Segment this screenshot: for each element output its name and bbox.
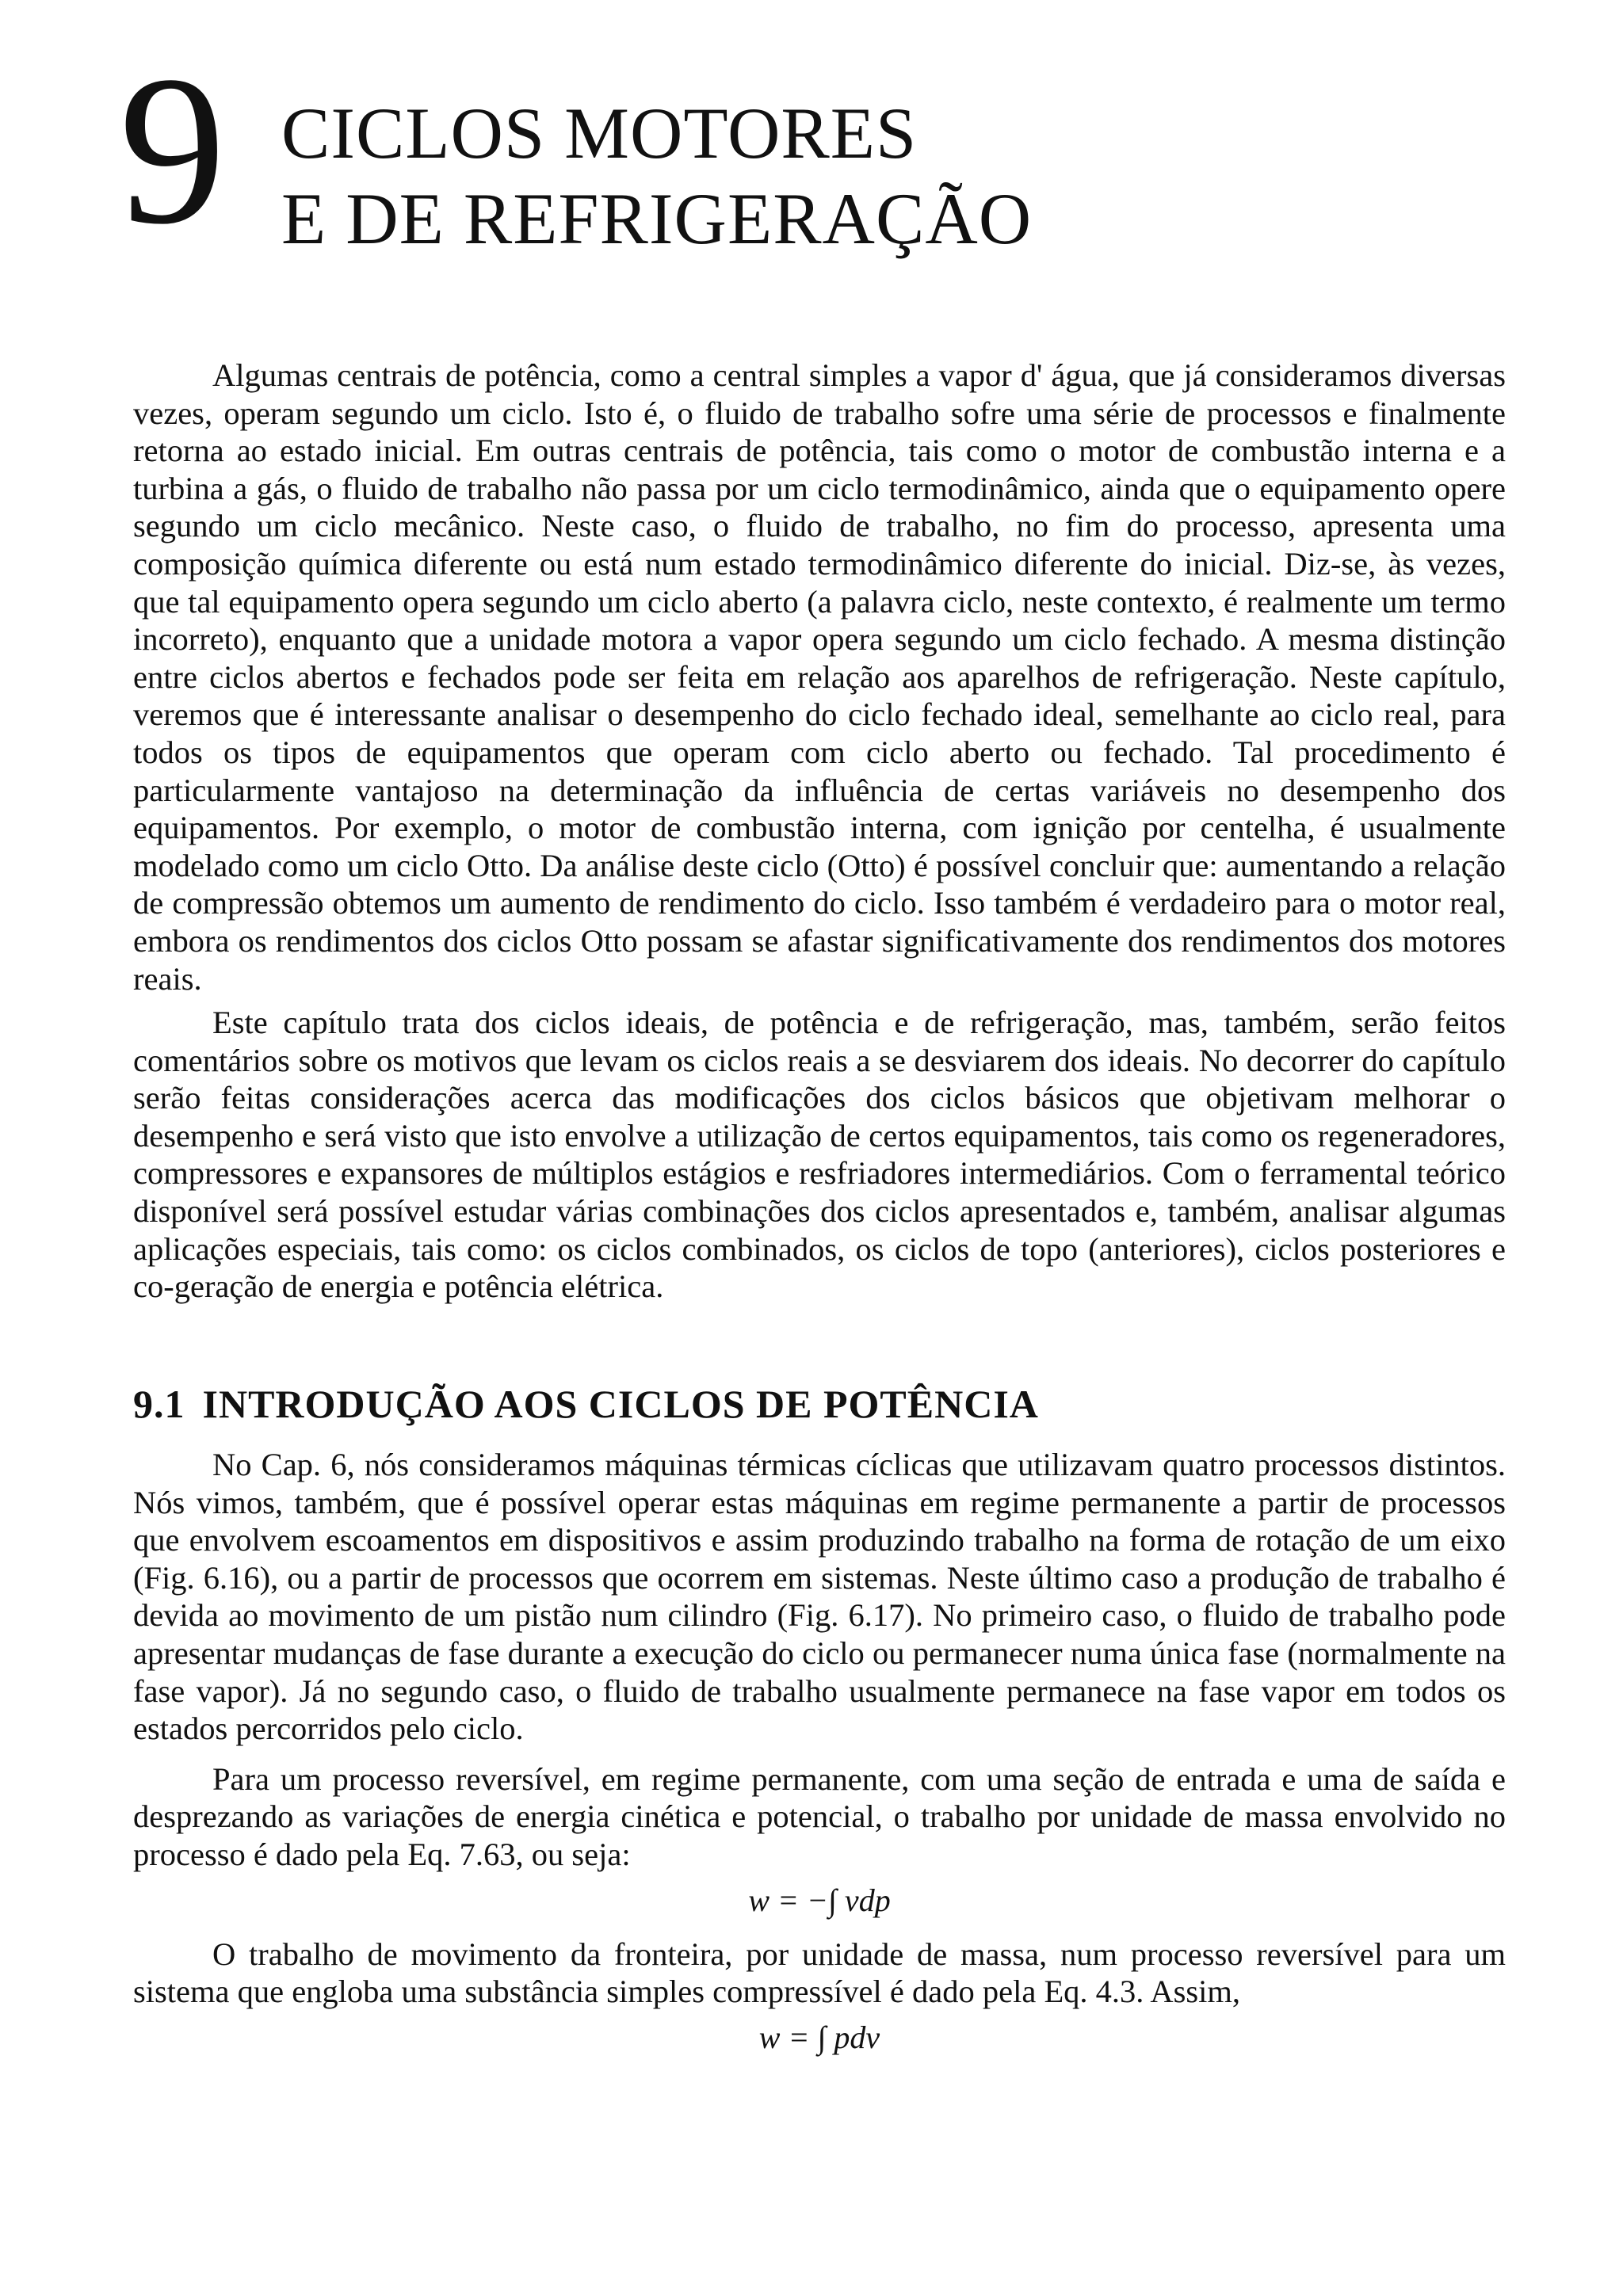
section-paragraph-2: Para um processo reversível, em regime permanente, com uma seção de entrada e uma de saída e desprezando as variações de energia cinética e potencial, o trabalho por unidade de massa envolvido no processo é dado pela Eq. 7.63, ou seja:: [133, 1760, 1506, 1872]
equation-work-pdv: w = ∫ pdv: [758, 2019, 880, 2055]
equation-work-vdp: w = −∫ vdp: [748, 1882, 891, 1918]
intro-paragraph-1: Algumas centrais de potência, como a central simples a vapor d' água, que já consideramos diversas vezes, operam segundo um ciclo. Isto é, o fluido de trabalho sofre uma série de processos e finalmente retorna ao estado inicial. Em outras centrais de potência, tais como o motor de combustão interna e a turbina a gás, o fluido de trabalho não passa por um ciclo termodinâmico, ainda que o equipamento opere segundo um ciclo mecânico. Neste caso, o fluido de trabalho, no fim do processo, apresenta uma composição química diferente ou está num estado termodinâmico diferente do inicial. Diz-se, às vezes, que tal equipamento opera segundo um ciclo aberto (a palavra ciclo, neste contexto, é realmente um termo incorreto), enquanto que a unidade motora a vapor opera segundo um ciclo fechado. A mesma distinção entre ciclos abertos e fechados pode ser feita em relação aos aparelhos de refrigeração. Neste capítulo, veremos que é interessante analisar o desempenho do ciclo fechado ideal, semelhante ao ciclo real, para todos os tipos de equipamentos que operam com ciclo aberto ou fechado. Tal procedimento é particularmente vantajoso na determinação da influência de certas variáveis no desempenho dos equipamentos. Por exemplo, o motor de combustão interna, com ignição por centelha, é usualmente modelado como um ciclo Otto. Da análise deste ciclo (Otto) é possível concluir que: aumentando a relação de compressão obtemos um aumento de rendimento do ciclo. Isso também é verdadeiro para o motor real, embora os rendimentos dos ciclos Otto possam se afastar significativamente dos rendimentos dos motores reais.: [133, 357, 1506, 997]
intro-paragraph-2: Este capítulo trata dos ciclos ideais, de potência e de refrigeração, mas, também, serão feitos comentários sobre os motivos que levam os ciclos reais a se desviarem dos ideais. No decorrer do capítulo serão feitas considerações acerca das modificações dos ciclos básicos que objetivam melhorar o desempenho e será visto que isto envolve a utilização de certos equipamentos, tais como os regeneradores, compressores e expansores de múltiplos estágios e resfriadores intermediários. Com o ferramental teórico disponível será possível estudar várias combinações dos ciclos apresentados e, também, analisar algumas aplicações especiais, tais como: os ciclos combinados, os ciclos de topo (anteriores), ciclos posteriores e co-geração de energia e potência elétrica.: [133, 1005, 1506, 1305]
section-number: 9.1: [133, 1382, 185, 1426]
section-title: INTRODUÇÃO AOS CICLOS DE POTÊNCIA: [202, 1382, 1039, 1426]
section-heading: [133, 1381, 1039, 1427]
chapter-title-line-1: CICLOS MOTORES: [281, 93, 918, 174]
chapter-title-line-2: E DE REFRIGERAÇÃO: [281, 177, 1033, 259]
chapter-introduction: [133, 357, 1506, 1306]
chapter-number: 9: [119, 32, 226, 269]
section-paragraph-3: O trabalho de movimento da fronteira, por unidade de massa, num processo reversível para um sistema que engloba uma substância simples compressível é dado pela Eq. 4.3. Assim,: [133, 1936, 1506, 2010]
section-paragraph-1: No Cap. 6, nós consideramos máquinas térmicas cíclicas que utilizavam quatro processos distintos. Nós vimos, também, que é possível operar estas máquinas em regime permanente a partir de processos que envolvem escoamentos em dispositivos e assim produzindo trabalho na forma de rotação de um eixo (Fig. 6.16), ou a partir de processos que ocorrem em sistemas. Neste último caso a produção de trabalho é devida ao movimento de um pistão num cilindro (Fig. 6.17). No primeiro caso, o fluido de trabalho pode apresentar mudanças de fase durante a execução do ciclo ou permanecer numa única fase (normalmente na fase vapor). Já no segundo caso, o fluido de trabalho usualmente permanece na fase vapor em todos os estados percorridos pelo ciclo.: [133, 1447, 1506, 1747]
chapter-title: [281, 91, 1032, 261]
section-body: [133, 1446, 1506, 2073]
